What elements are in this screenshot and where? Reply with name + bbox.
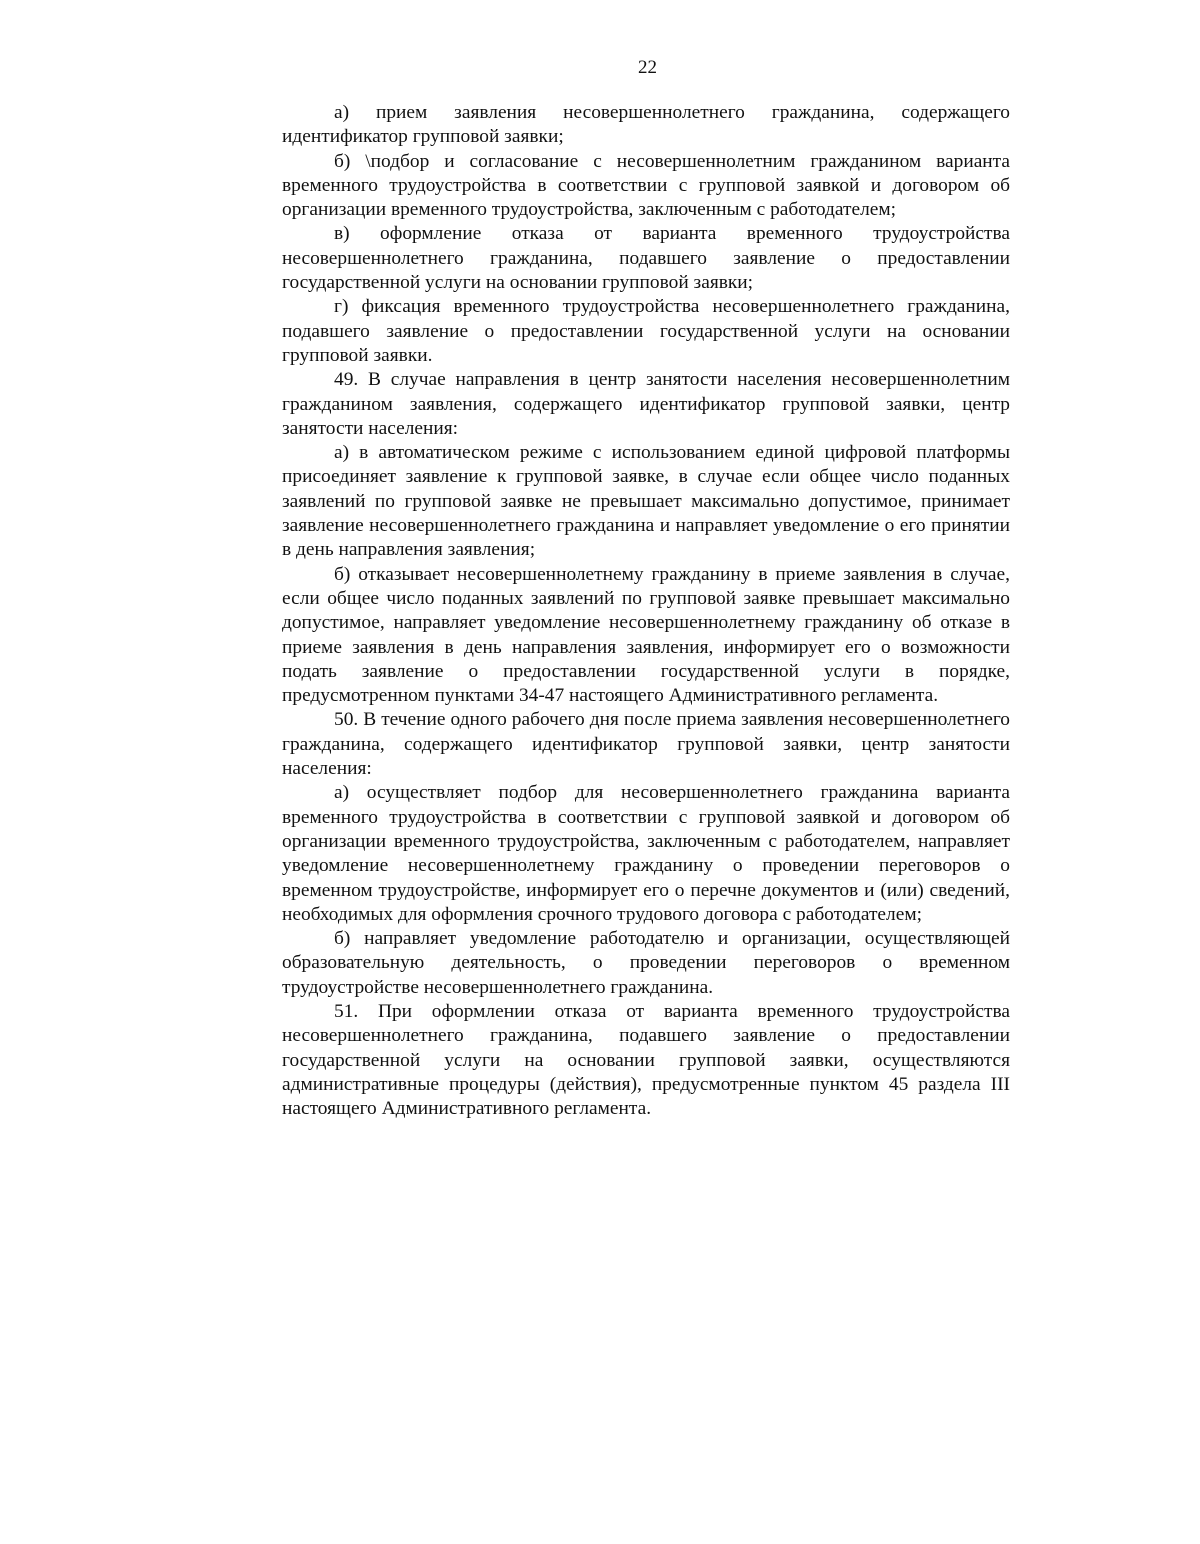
paragraph-clause-49-a: а) в автоматическом режиме с использованием единой цифровой платформы присоединяет заявление к групповой заявке, в случае если общее число поданных заявлений по групповой заявке не превышает максимально допустимое, принимает заявление несовершеннолетнего гражданина и направляет уведомление о его принятии в день направления заявления; bbox=[282, 442, 1010, 561]
paragraph-item-g: г) фиксация временного трудоустройства несовершеннолетнего гражданина, подавшего заявление о предоставлении государственной услуги на основании групповой заявки. bbox=[282, 296, 1010, 366]
paragraph-clause-50-b: б) направляет уведомление работодателю и организации, осуществляющей образовательную деятельность, о проведении переговоров о временном трудоустройстве несовершеннолетнего гражданина. bbox=[282, 928, 1010, 998]
document-body bbox=[282, 101, 1010, 1121]
paragraph-item-b: б) \подбор и согласование с несовершеннолетним гражданином варианта временного трудоустройства в соответствии с групповой заявкой и договором об организации временного трудоустройства, заключенным с работодателем; bbox=[282, 150, 1010, 221]
paragraph-clause-49: 49. В случае направления в центр занятости населения несовершеннолетним гражданином заявления, содержащего идентификатор групповой заявки, центр занятости населения: bbox=[282, 369, 1010, 439]
paragraph-item-v: в) оформление отказа от варианта временного трудоустройства несовершеннолетнего гражданина, подавшего заявление о предоставлении государственной услуги на основании групповой заявки; bbox=[282, 223, 1010, 294]
paragraph-clause-49-b: б) отказывает несовершеннолетнему гражданину в приеме заявления в случае, если общее число поданных заявлений по групповой заявке превышает максимально допустимое, направляет уведомление несовершеннолетнему гражданину об отказе в приеме заявления в день направления заявления, информирует его о возможности подать заявление о предоставлении государственной услуги в порядке, предусмотренном пунктами 34-47 настоящего Административного регламента. bbox=[282, 563, 1010, 707]
page-number: 22 bbox=[638, 57, 657, 78]
paragraph-clause-50-a: а) осуществляет подбор для несовершеннолетнего гражданина варианта временного трудоустройства в соответствии с групповой заявкой и договором об организации временного трудоустройства, заключенным с работодателем, направляет уведомление несовершеннолетнему гражданину о проведении переговоров о временном трудоустройстве, информирует его о перечне документов и (или) сведений, необходимых для оформления срочного трудового договора с работодателем; bbox=[282, 782, 1010, 925]
paragraph-clause-50: 50. В течение одного рабочего дня после приема заявления несовершеннолетнего гражданина, содержащего идентификатор групповой заявки, центр занятости населения: bbox=[282, 709, 1010, 780]
paragraph-item-a: а) прием заявления несовершеннолетнего гражданина, содержащего идентификатор групповой заявки; bbox=[282, 102, 1010, 148]
paragraph-clause-51: 51. При оформлении отказа от варианта временного трудоустройства несовершеннолетнего гражданина, подавшего заявление о предоставлении государственной услуги на основании групповой заявки, осуществляются административные процедуры (действия), предусмотренные пунктом 45 раздела III настоящего Административного регламента. bbox=[282, 1000, 1010, 1120]
